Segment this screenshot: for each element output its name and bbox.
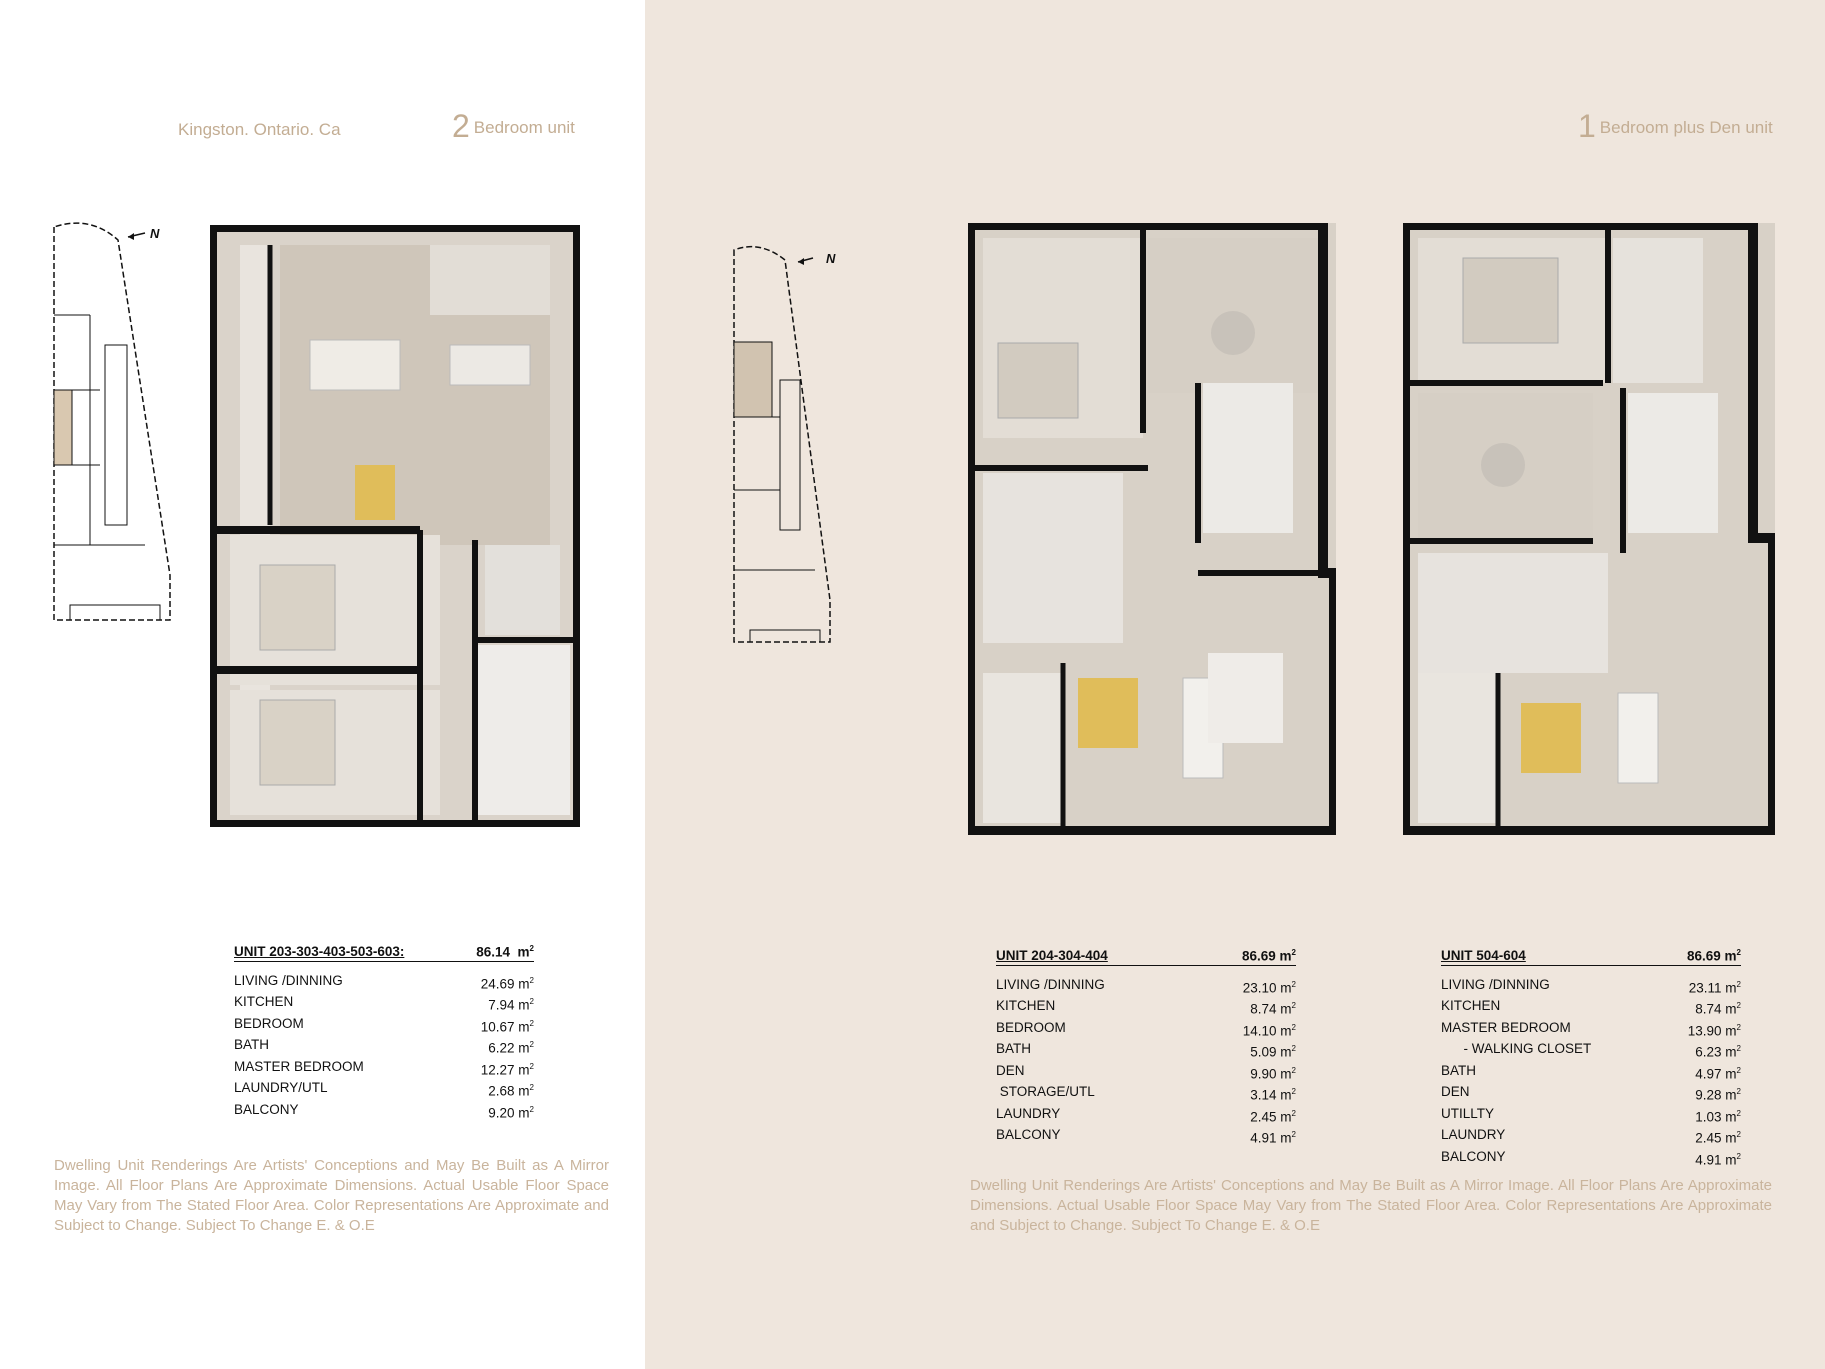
table-total-area: 86.69 $m^2$ xyxy=(1242,948,1296,964)
table-row: STORAGE/UTL 3.14 $m^2$ xyxy=(996,1084,1296,1103)
key-plan-highlight xyxy=(54,390,72,465)
sofa xyxy=(310,340,400,390)
table-row: LAUNDRY/UTL 2.68 $m^2$ xyxy=(234,1080,534,1099)
unit-type-number: 2 xyxy=(452,108,470,144)
area-rug xyxy=(1208,653,1283,743)
north-arrow-label: N xyxy=(150,226,160,241)
unit-area-table-b xyxy=(1441,948,1741,1169)
kitchen-area xyxy=(430,245,550,315)
table-row: LAUNDRY 2.45 $m^2$ xyxy=(1441,1127,1741,1146)
table-row: - WALKING CLOSET 6.23 $m^2$ xyxy=(1441,1041,1741,1060)
floor-plan-unit-204 xyxy=(968,223,1336,835)
table-row: LIVING /DINNING 23.11 $m^2$ xyxy=(1441,976,1741,995)
bath-area xyxy=(1203,383,1293,533)
floor-plan-2-bedroom xyxy=(210,225,580,827)
kitchen-area xyxy=(983,473,1123,643)
table-row: KITCHEN 8.74 $m^2$ xyxy=(1441,998,1741,1017)
den-rug xyxy=(1481,443,1525,487)
table-row: DEN 9.28 $m^2$ xyxy=(1441,1084,1741,1103)
den-rug xyxy=(1211,311,1255,355)
right-panel xyxy=(645,0,1825,1369)
dining-table xyxy=(1521,703,1581,773)
key-plan xyxy=(730,240,835,645)
dining-table xyxy=(1078,678,1138,748)
balcony-area xyxy=(1418,673,1498,823)
table-title: UNIT 204-304-404 xyxy=(996,948,1108,963)
unit-type-number: 1 xyxy=(1578,108,1596,144)
bed-1 xyxy=(260,565,335,650)
table-row: UTILLTY 1.03 $m^2$ xyxy=(1441,1105,1741,1124)
table-row: KITCHEN 8.74 $m^2$ xyxy=(996,998,1296,1017)
left-panel xyxy=(0,0,645,1369)
laundry-area xyxy=(485,545,560,635)
sofa xyxy=(1618,693,1658,783)
floor-plan-unit-504 xyxy=(1403,223,1775,835)
disclaimer-text: Dwelling Unit Renderings Are Artists' Conceptions and May Be Built as A Mirror Image. All Floor Plans Are Approximate Dimensions. Actual Usable Floor Space May Vary from The Stated Floor Area. Color Representations Are Approximate and Subject to Change. Subject To Change E. & O.E xyxy=(54,1157,609,1234)
balcony-area xyxy=(983,673,1063,823)
table-row: BATH 4.97 $m^2$ xyxy=(1441,1062,1741,1081)
kitchen-area xyxy=(1418,553,1608,673)
bed xyxy=(1463,258,1558,343)
table-row: LAUNDRY 2.45 $m^2$ xyxy=(996,1105,1296,1124)
table-title: UNIT 504-604 xyxy=(1441,948,1526,963)
unit-type-label: Bedroom unit xyxy=(473,118,575,137)
unit-type-heading xyxy=(1578,108,1773,145)
table-row: DEN 9.90 $m^2$ xyxy=(996,1062,1296,1081)
dining-table xyxy=(355,465,395,520)
unit-type-heading xyxy=(452,108,575,145)
bath-area xyxy=(1628,393,1718,533)
table-title-row xyxy=(1441,948,1741,966)
table-row: MASTER BEDROOM 12.27 $m^2$ xyxy=(234,1058,534,1077)
table-row: MASTER BEDROOM 13.90 $m^2$ xyxy=(1441,1019,1741,1038)
table-row: BALCONY 4.91 $m^2$ xyxy=(996,1127,1296,1146)
bath-area xyxy=(475,645,570,815)
bed xyxy=(998,343,1078,418)
table-row: BEDROOM 14.10 $m^2$ xyxy=(996,1019,1296,1038)
table-row: BATH 6.22 $m^2$ xyxy=(234,1037,534,1056)
table-row: KITCHEN 7.94 $m^2$ xyxy=(234,994,534,1013)
table-row: LIVING /DINNING 24.69 $m^2$ xyxy=(234,972,534,991)
unit-area-table xyxy=(234,944,534,1122)
north-arrow-label: N xyxy=(826,251,836,266)
disclaimer-text: Dwelling Unit Renderings Are Artists' Conceptions and May Be Built as A Mirror Image. All Floor Plans Are Approximate Dimensions. Actual Usable Floor Space May Vary from The Stated Floor Area. Color Representations Are Approximate and Subject to Change. Subject To Change E. & O.E xyxy=(970,1177,1772,1234)
bed-2 xyxy=(260,700,335,785)
key-plan xyxy=(50,215,175,625)
table-row: LIVING /DINNING 23.10 $m^2$ xyxy=(996,976,1296,995)
unit-area-table-a xyxy=(996,948,1296,1148)
location-label: Kingston. Ontario. Ca xyxy=(178,120,341,139)
table-total-area: 86.14 $m^2$ xyxy=(476,944,534,960)
unit-type-label: Bedroom plus Den unit xyxy=(1599,118,1773,137)
kitchen-island xyxy=(450,345,530,385)
table-row: BEDROOM 10.67 $m^2$ xyxy=(234,1015,534,1034)
table-title: UNIT 203-303-403-503-603: xyxy=(234,944,405,959)
table-row: BALCONY 9.20 $m^2$ xyxy=(234,1101,534,1120)
table-row: BALCONY 4.91 $m^2$ xyxy=(1441,1148,1741,1167)
table-row: BATH 5.09 $m^2$ xyxy=(996,1041,1296,1060)
table-title-row xyxy=(996,948,1296,966)
key-plan-highlight xyxy=(734,342,772,417)
walking-closet-area xyxy=(1613,238,1703,383)
table-title-row xyxy=(234,944,534,962)
table-total-area: 86.69 $m^2$ xyxy=(1687,948,1741,964)
